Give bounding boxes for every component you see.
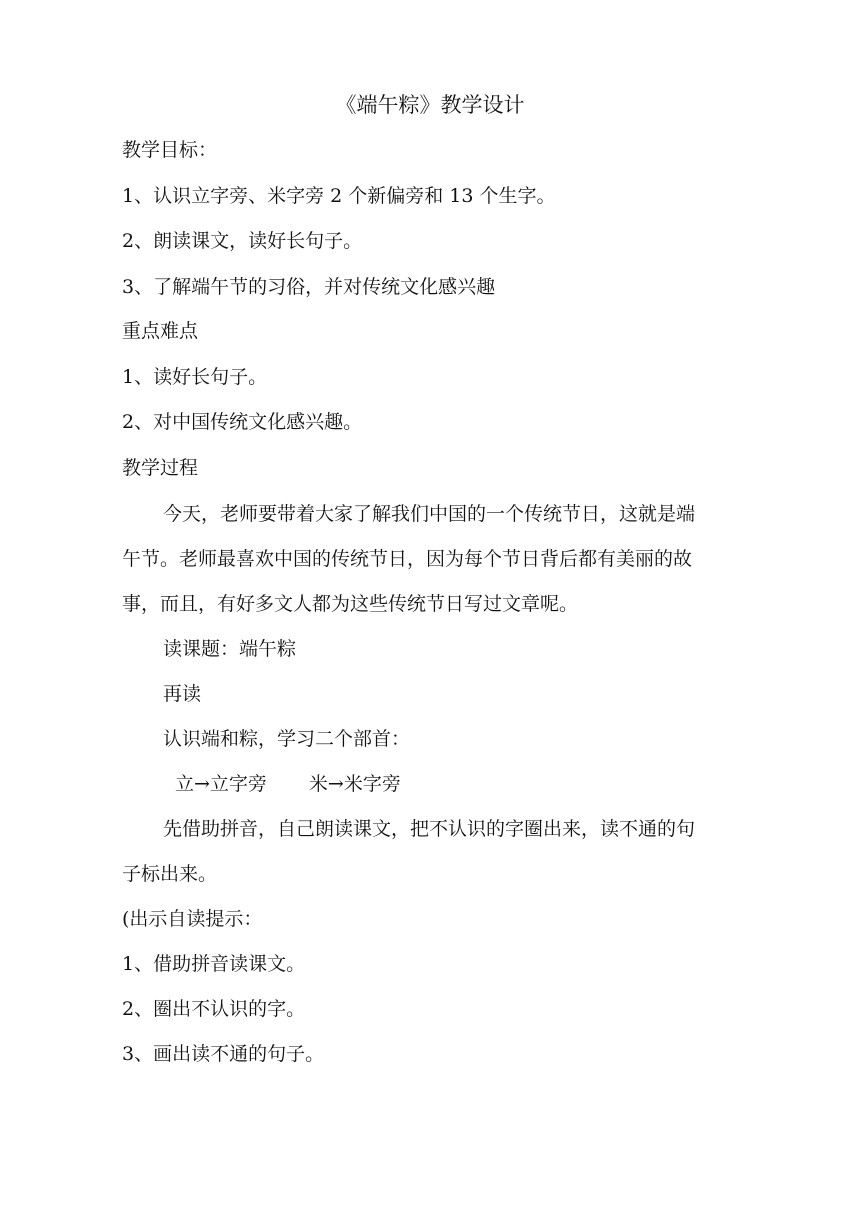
objective-item-1: 1、认识立字旁、米字旁 2 个新偏旁和 13 个生字。 — [122, 185, 556, 207]
keypoint-item-2: 2、对中国传统文化感兴趣。 — [122, 411, 363, 433]
process-heading: 教学过程 — [122, 457, 199, 479]
tip-item-3: 3、画出读不通的句子。 — [122, 1043, 325, 1065]
document-title: 《端午粽》教学设计 — [335, 93, 525, 117]
objective-item-2: 2、朗读课文，读好长句子。 — [122, 230, 363, 252]
radical-first: 立→立字旁 — [175, 773, 267, 795]
read-title-line: 读课题：端午粽 — [163, 638, 297, 660]
learn-radicals-line: 认识端和粽，学习二个部首： — [163, 728, 411, 750]
keypoint-item-1: 1、读好长句子。 — [122, 366, 268, 388]
objectives-heading: 教学目标： — [122, 139, 218, 161]
intro-paragraph-line-3: 事，而且，有好多文人都为这些传统节日写过文章呢。 — [122, 593, 579, 615]
self-read-paragraph-line-1: 先借助拼音，自己朗读课文，把不认识的字圈出来，读不通的句 — [163, 818, 696, 840]
objective-item-3: 3、了解端午节的习俗，并对传统文化感兴趣 — [122, 276, 496, 298]
radical-second: 米→米字旁 — [308, 773, 401, 795]
tip-item-1: 1、借助拼音读课文。 — [122, 953, 306, 975]
reread-line: 再读 — [163, 683, 202, 705]
tips-heading: (出示自读提示： — [122, 908, 263, 930]
tip-item-2: 2、圈出不认识的字。 — [122, 998, 306, 1020]
keypoints-heading: 重点难点 — [122, 320, 199, 342]
intro-paragraph-line-2: 午节。老师最喜欢中国的传统节日，因为每个节日背后都有美丽的故 — [122, 548, 693, 570]
intro-paragraph-line-1: 今天，老师要带着大家了解我们中国的一个传统节日，这就是端 — [163, 503, 696, 525]
radicals-row — [175, 772, 401, 796]
self-read-paragraph-line-2: 子标出来。 — [122, 863, 218, 885]
